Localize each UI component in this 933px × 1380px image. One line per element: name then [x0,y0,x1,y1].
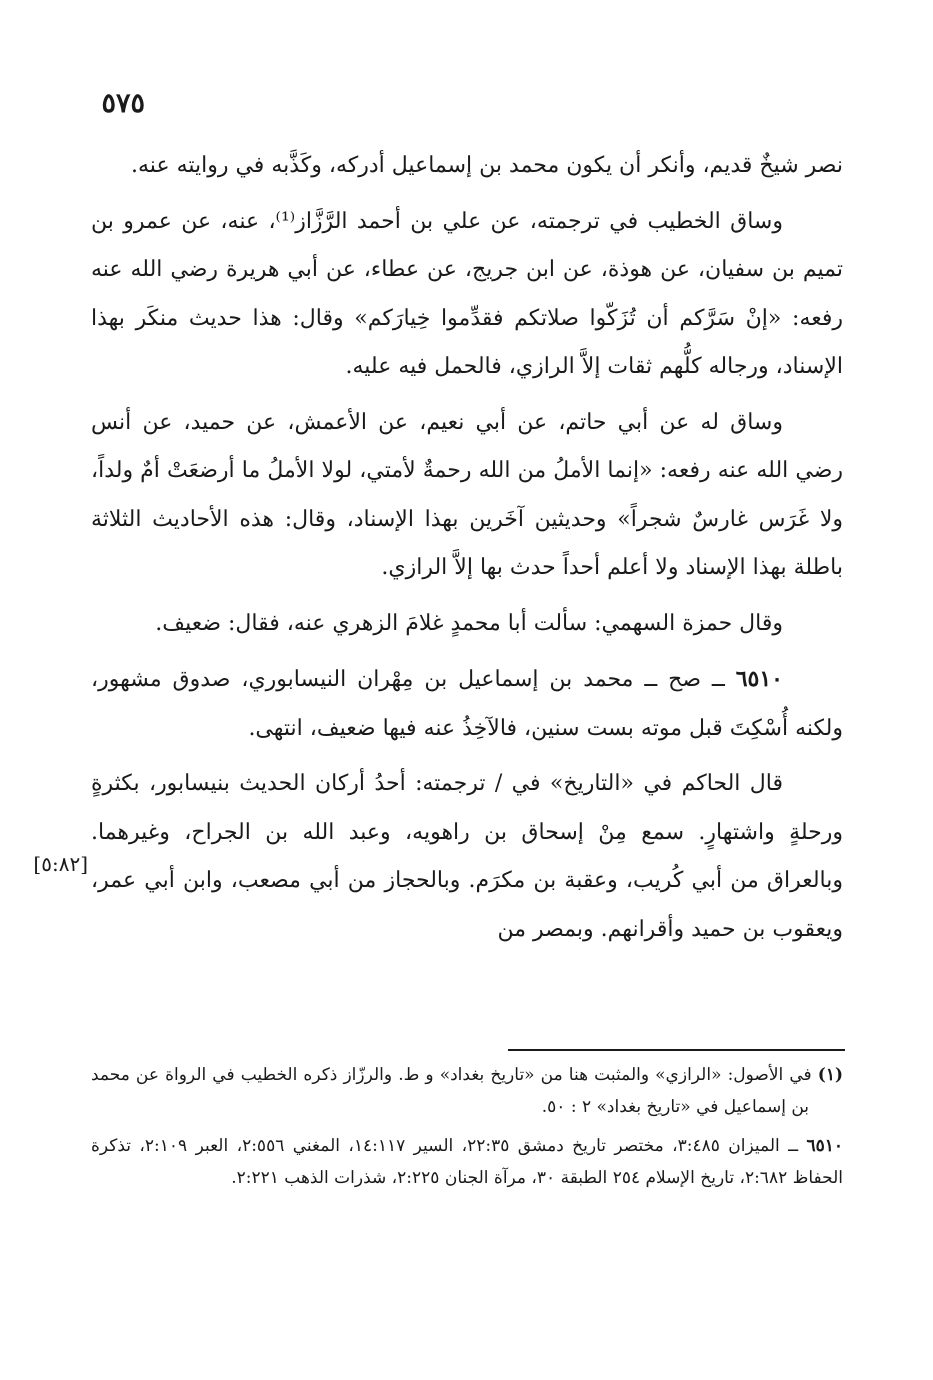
footnote-1-number: (١) [817,1065,843,1085]
entry-number: ٦٥١٠ [735,666,783,692]
paragraph-2: وساق الخطيب في ترجمته، عن علي بن أحمد الرَّزَّاز⁽¹⁾، عنه، عن عمرو بن تميم بن سفيان، عن هوذة، عن ابن جريج، عن عطاء، عن أبي هريرة رضي الله عنه رفعه: «إنْ سَرَّكم أن تُزَكّوا صلاتكم فقدِّموا خِيارَكم» وقال: هذا حديث منكَر بهذا الإسناد، ورجاله كلُّهم ثقات إلاَّ الرازي، فالحمل فيه عليه. [91,208,843,379]
main-text [91,142,843,961]
margin-reference: [٥:٨٢] [33,852,88,876]
paragraph-4: وقال حمزة السهمي: سألت أبا محمدٍ غلامَ الزهري عنه، فقال: ضعيف. [155,610,783,636]
footnote-1 [91,1060,843,1123]
entry-text: ــ صح ــ محمد بن إسماعيل بن مِهْران النيسابوري، صدوق مشهور، ولكنه أُسْكِتَ قبل موته بست سنين، فالآخِذُ عنه فيها ضعيف، انتهى. [91,667,843,741]
page-number: ٥٧٥ [101,88,145,119]
footnote-6510-text: ــ الميزان ٣:٤٨٥، مختصر تاريخ دمشق ٢٢:٣٥، السير ١٤:١١٧، المغني ٢:٥٥٦، العبر ٢:١٠٩، تذكرة الحفاظ ٢:٦٨٢، تاريخ الإسلام ٢٥٤ الطبقة ٣٠، مرآة الجنان ٢:٢٢٥، شذرات الذهب ٢:٢٢١. [91,1136,843,1188]
footnotes [91,1060,843,1202]
paragraph-5: قال الحاكم في «التاريخ» في / ترجمته: أحدُ أركان الحديث بنيسابور، بكثرةٍ ورحلةٍ واشتهارٍ. سمع مِنْ إسحاق بن راهويه، وعبد الله بن الجراح، وغيرهما. وبالعراق من أبي كُريب، وعقبة بن مكرَم. وبالحجاز من أبي مصعب، وابن أبي عمر، ويعقوب بن حميد وأقرانهم. وبمصر من [91,771,843,942]
footnote-divider [508,1049,845,1051]
paragraph-1: نصر شيخٌ قديم، وأنكر أن يكون محمد بن إسماعيل أدركه، وكَذَّبه في روايته عنه. [131,153,843,178]
paragraph-3: وساق له عن أبي حاتم، عن أبي نعيم، عن الأعمش، عن حميد، عن أنس رضي الله عنه رفعه: «إنما الأملُ من الله رحمةٌ لأمتي، لولا الأملُ ما أرضعَتْ أمٌ ولداً، ولا غَرَس غارسٌ شجراً» وحديثين آخَرين بهذا الإسناد، وقال: هذه الأحاديث الثلاثة باطلة بهذا الإسناد ولا أعلم أحداً حدث بها إلاَّ الرازي. [91,409,844,580]
footnote-6510 [91,1131,843,1194]
footnote-1-text: في الأصول: «الرازي» والمثبت هنا من «تاريخ بغداد» و ط. والرزّاز ذكره الخطيب في الرواة عن محمد بن إسماعيل في «تاريخ بغداد» ٢ : ٥٠. [91,1065,818,1117]
footnote-6510-number: ٦٥١٠ [806,1136,843,1156]
entry-6510 [91,655,843,753]
